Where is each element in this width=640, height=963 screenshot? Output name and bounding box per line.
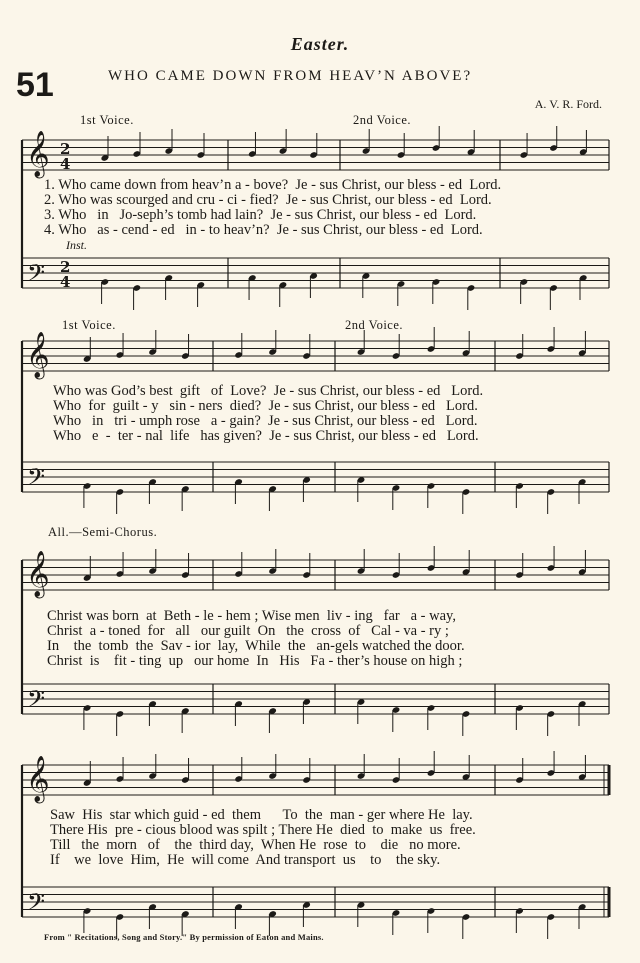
section-heading: Easter.: [290, 34, 350, 54]
voice-label-second: 2nd Voice.: [345, 318, 404, 332]
lyric-line: 2. Who was scourged and cru - ci - fied? Je - sus Christ, our bless - ed Lord.: [44, 192, 492, 208]
lyrics-block: [50, 808, 476, 868]
voice-label-chorus: All.—Semi-Chorus.: [48, 525, 158, 539]
lyric-line: Who was God’s best gift of Love? Je - sus Christ, our bless - ed Lord.: [53, 383, 484, 399]
composer-credit: A. V. R. Ford.: [534, 97, 602, 111]
time-signature-bottom: 4: [60, 273, 71, 291]
time-signature-top: 2: [60, 140, 71, 158]
bass-clef-icon: 𝄢: [27, 259, 46, 292]
treble-clef-icon: 𝄞: [26, 756, 50, 802]
time-signature-bottom: 4: [60, 155, 71, 173]
lyrics-block: [53, 384, 483, 444]
lyric-line: There His pre - cious blood was spilt ; There He died to make us free.: [50, 822, 476, 838]
bass-clef-icon: 𝄢: [27, 463, 46, 496]
bass-clef-icon: 𝄢: [27, 685, 46, 718]
lyric-line: 3. Who in Jo-seph’s tomb had lain? Je - sus Christ, our bless - ed Lord.: [44, 207, 477, 223]
treble-clef-icon: 𝄞: [26, 332, 50, 378]
lyric-line: Who for guilt - y sin - ners died? Je - sus Christ, our bless - ed Lord.: [53, 398, 478, 414]
lyric-line: Who e - ter - nal life has given? Je - sus Christ, our bless - ed Lord.: [53, 428, 479, 444]
voice-label-second: 2nd Voice.: [353, 113, 412, 127]
treble-clef-icon: 𝄞: [26, 551, 50, 597]
bass-clef-icon: 𝄢: [27, 888, 46, 921]
lyrics-block: [47, 609, 465, 669]
time-signature-top: 2: [60, 258, 71, 276]
lyric-line: If we love Him, He will come And transport us to the sky.: [50, 852, 441, 868]
instrument-label: Inst.: [66, 238, 87, 252]
lyric-line: Christ is fit - ting up our home In His Fa - ther’s house on high ;: [47, 653, 463, 669]
hymn-title: WHO CAME DOWN FROM HEAV’N ABOVE?: [108, 68, 473, 84]
lyric-line: Saw His star which guid - ed them To the man - ger where He lay.: [50, 807, 473, 823]
footer-credit: From " Recitations, Song and Story." By permission of Eaton and Mains.: [44, 932, 324, 942]
lyric-line: Christ was born at Beth - le - hem ; Wise men liv - ing far a - way,: [47, 608, 456, 624]
treble-clef-icon: 𝄞: [26, 131, 50, 177]
hymn-number: 51: [16, 66, 54, 104]
lyric-line: Who in tri - umph rose a - gain? Je - sus Christ, our bless - ed Lord.: [53, 413, 478, 429]
lyric-line: Till the morn of the third day, When He rose to die no more.: [50, 837, 461, 853]
lyrics-block: [44, 178, 501, 238]
voice-label-first: 1st Voice.: [80, 113, 134, 127]
lyric-line: 4. Who as - cend - ed in - to heav’n? Je - sus Christ, our bless - ed Lord.: [44, 222, 483, 238]
lyric-line: Christ a - toned for all our guilt On the cross of Cal - va - ry ;: [47, 623, 449, 639]
lyric-line: 1. Who came down from heav’n a - bove? Je - sus Christ, our bless - ed Lord.: [44, 177, 502, 193]
voice-label-first: 1st Voice.: [62, 318, 116, 332]
lyric-line: In the tomb the Sav - ior lay, While the an-gels watched the door.: [47, 638, 465, 654]
